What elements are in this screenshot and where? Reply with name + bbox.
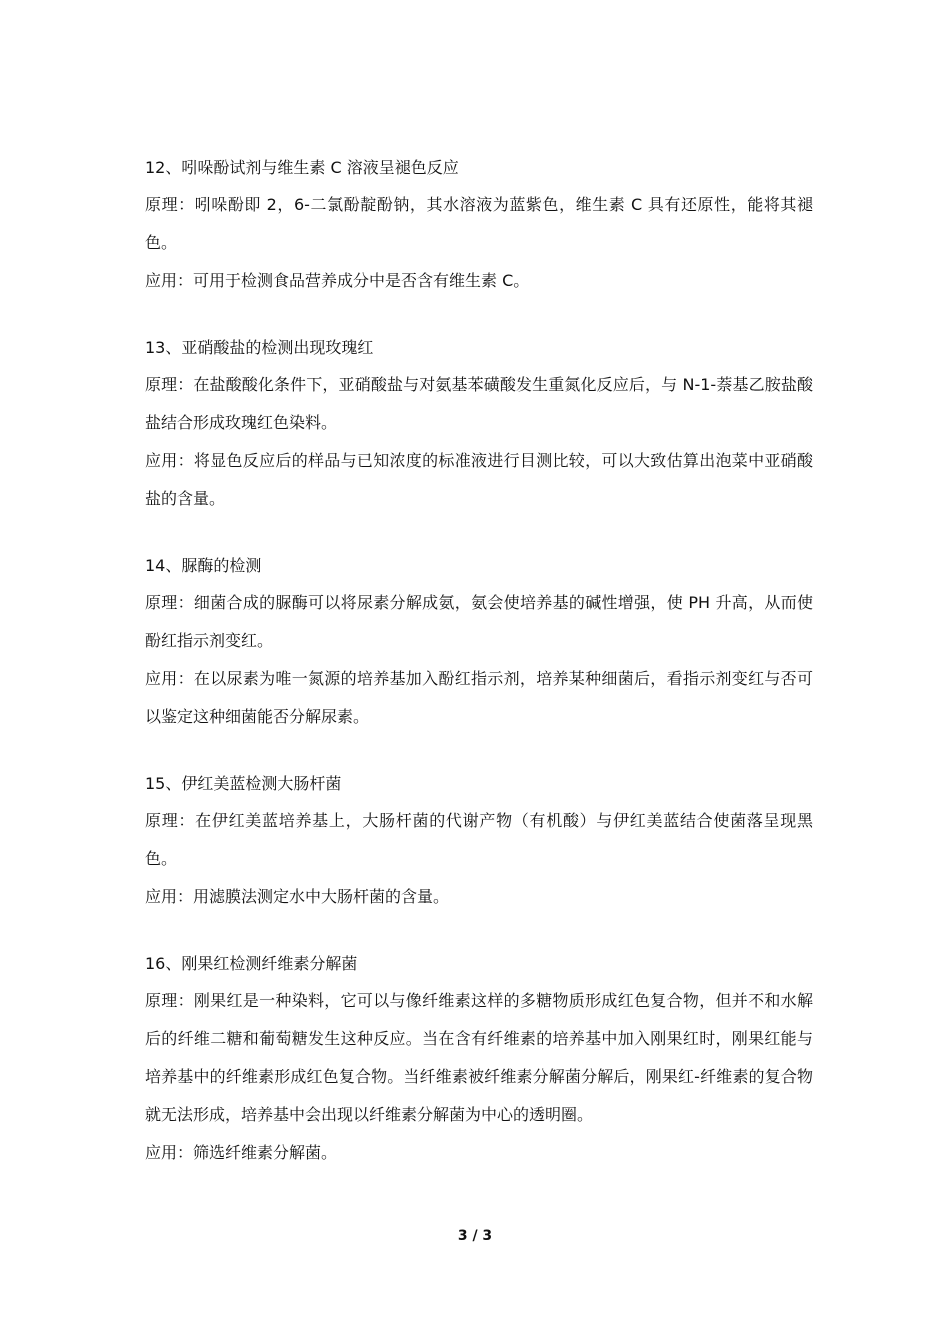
section-heading: 15、伊红美蓝检测大肠杆菌 <box>145 774 342 793</box>
section-application: 应用：筛选纤维素分解菌。 <box>145 1143 338 1162</box>
section-heading: 14、脲酶的检测 <box>145 556 262 575</box>
section-application: 应用：可用于检测食品营养成分中是否含有维生素 C。 <box>145 271 530 290</box>
section-principle: 原理：吲哚酚即 2，6-二氯酚靛酚钠，其水溶液为蓝紫色，维生素 C 具有还原性，能将其褪色。 <box>145 195 813 252</box>
section-12 <box>145 150 813 300</box>
section-heading: 16、刚果红检测纤维素分解菌 <box>145 954 358 973</box>
section-principle: 原理：在伊红美蓝培养基上，大肠杆菌的代谢产物（有机酸）与伊红美蓝结合使菌落呈现黑色。 <box>145 811 813 868</box>
section-application: 应用：在以尿素为唯一氮源的培养基加入酚红指示剂，培养某种细菌后，看指示剂变红与否可以鉴定这种细菌能否分解尿素。 <box>145 669 813 726</box>
section-heading: 12、吲哚酚试剂与维生素 C 溶液呈褪色反应 <box>145 158 459 177</box>
section-13 <box>145 330 813 518</box>
document-body <box>145 150 813 1202</box>
section-heading: 13、亚硝酸盐的检测出现玫瑰红 <box>145 338 374 357</box>
section-principle: 原理：细菌合成的脲酶可以将尿素分解成氨，氨会使培养基的碱性增强，使 PH 升高，从而使酚红指示剂变红。 <box>145 593 813 650</box>
page-number: 3 / 3 <box>457 1228 493 1244</box>
section-14 <box>145 548 813 736</box>
section-application: 应用：用滤膜法测定水中大肠杆菌的含量。 <box>145 887 450 906</box>
section-15 <box>145 766 813 916</box>
section-16 <box>145 946 813 1172</box>
section-principle: 原理：刚果红是一种染料，它可以与像纤维素这样的多糖物质形成红色复合物，但并不和水解后的纤维二糖和葡萄糖发生这种反应。当在含有纤维素的培养基中加入刚果红时，刚果红能与培养基中的纤维素形成红色复合物。当纤维素被纤维素分解菌分解后，刚果红-纤维素的复合物就无法形成，培养基中会出现以纤维素分解菌为中心的透明圈。 <box>145 991 813 1124</box>
section-application: 应用：将显色反应后的样品与已知浓度的标准液进行目测比较，可以大致估算出泡菜中亚硝酸盐的含量。 <box>145 451 813 508</box>
section-principle: 原理：在盐酸酸化条件下，亚硝酸盐与对氨基苯磺酸发生重氮化反应后，与 N-1-萘基乙胺盐酸盐结合形成玫瑰红色染料。 <box>145 375 813 432</box>
